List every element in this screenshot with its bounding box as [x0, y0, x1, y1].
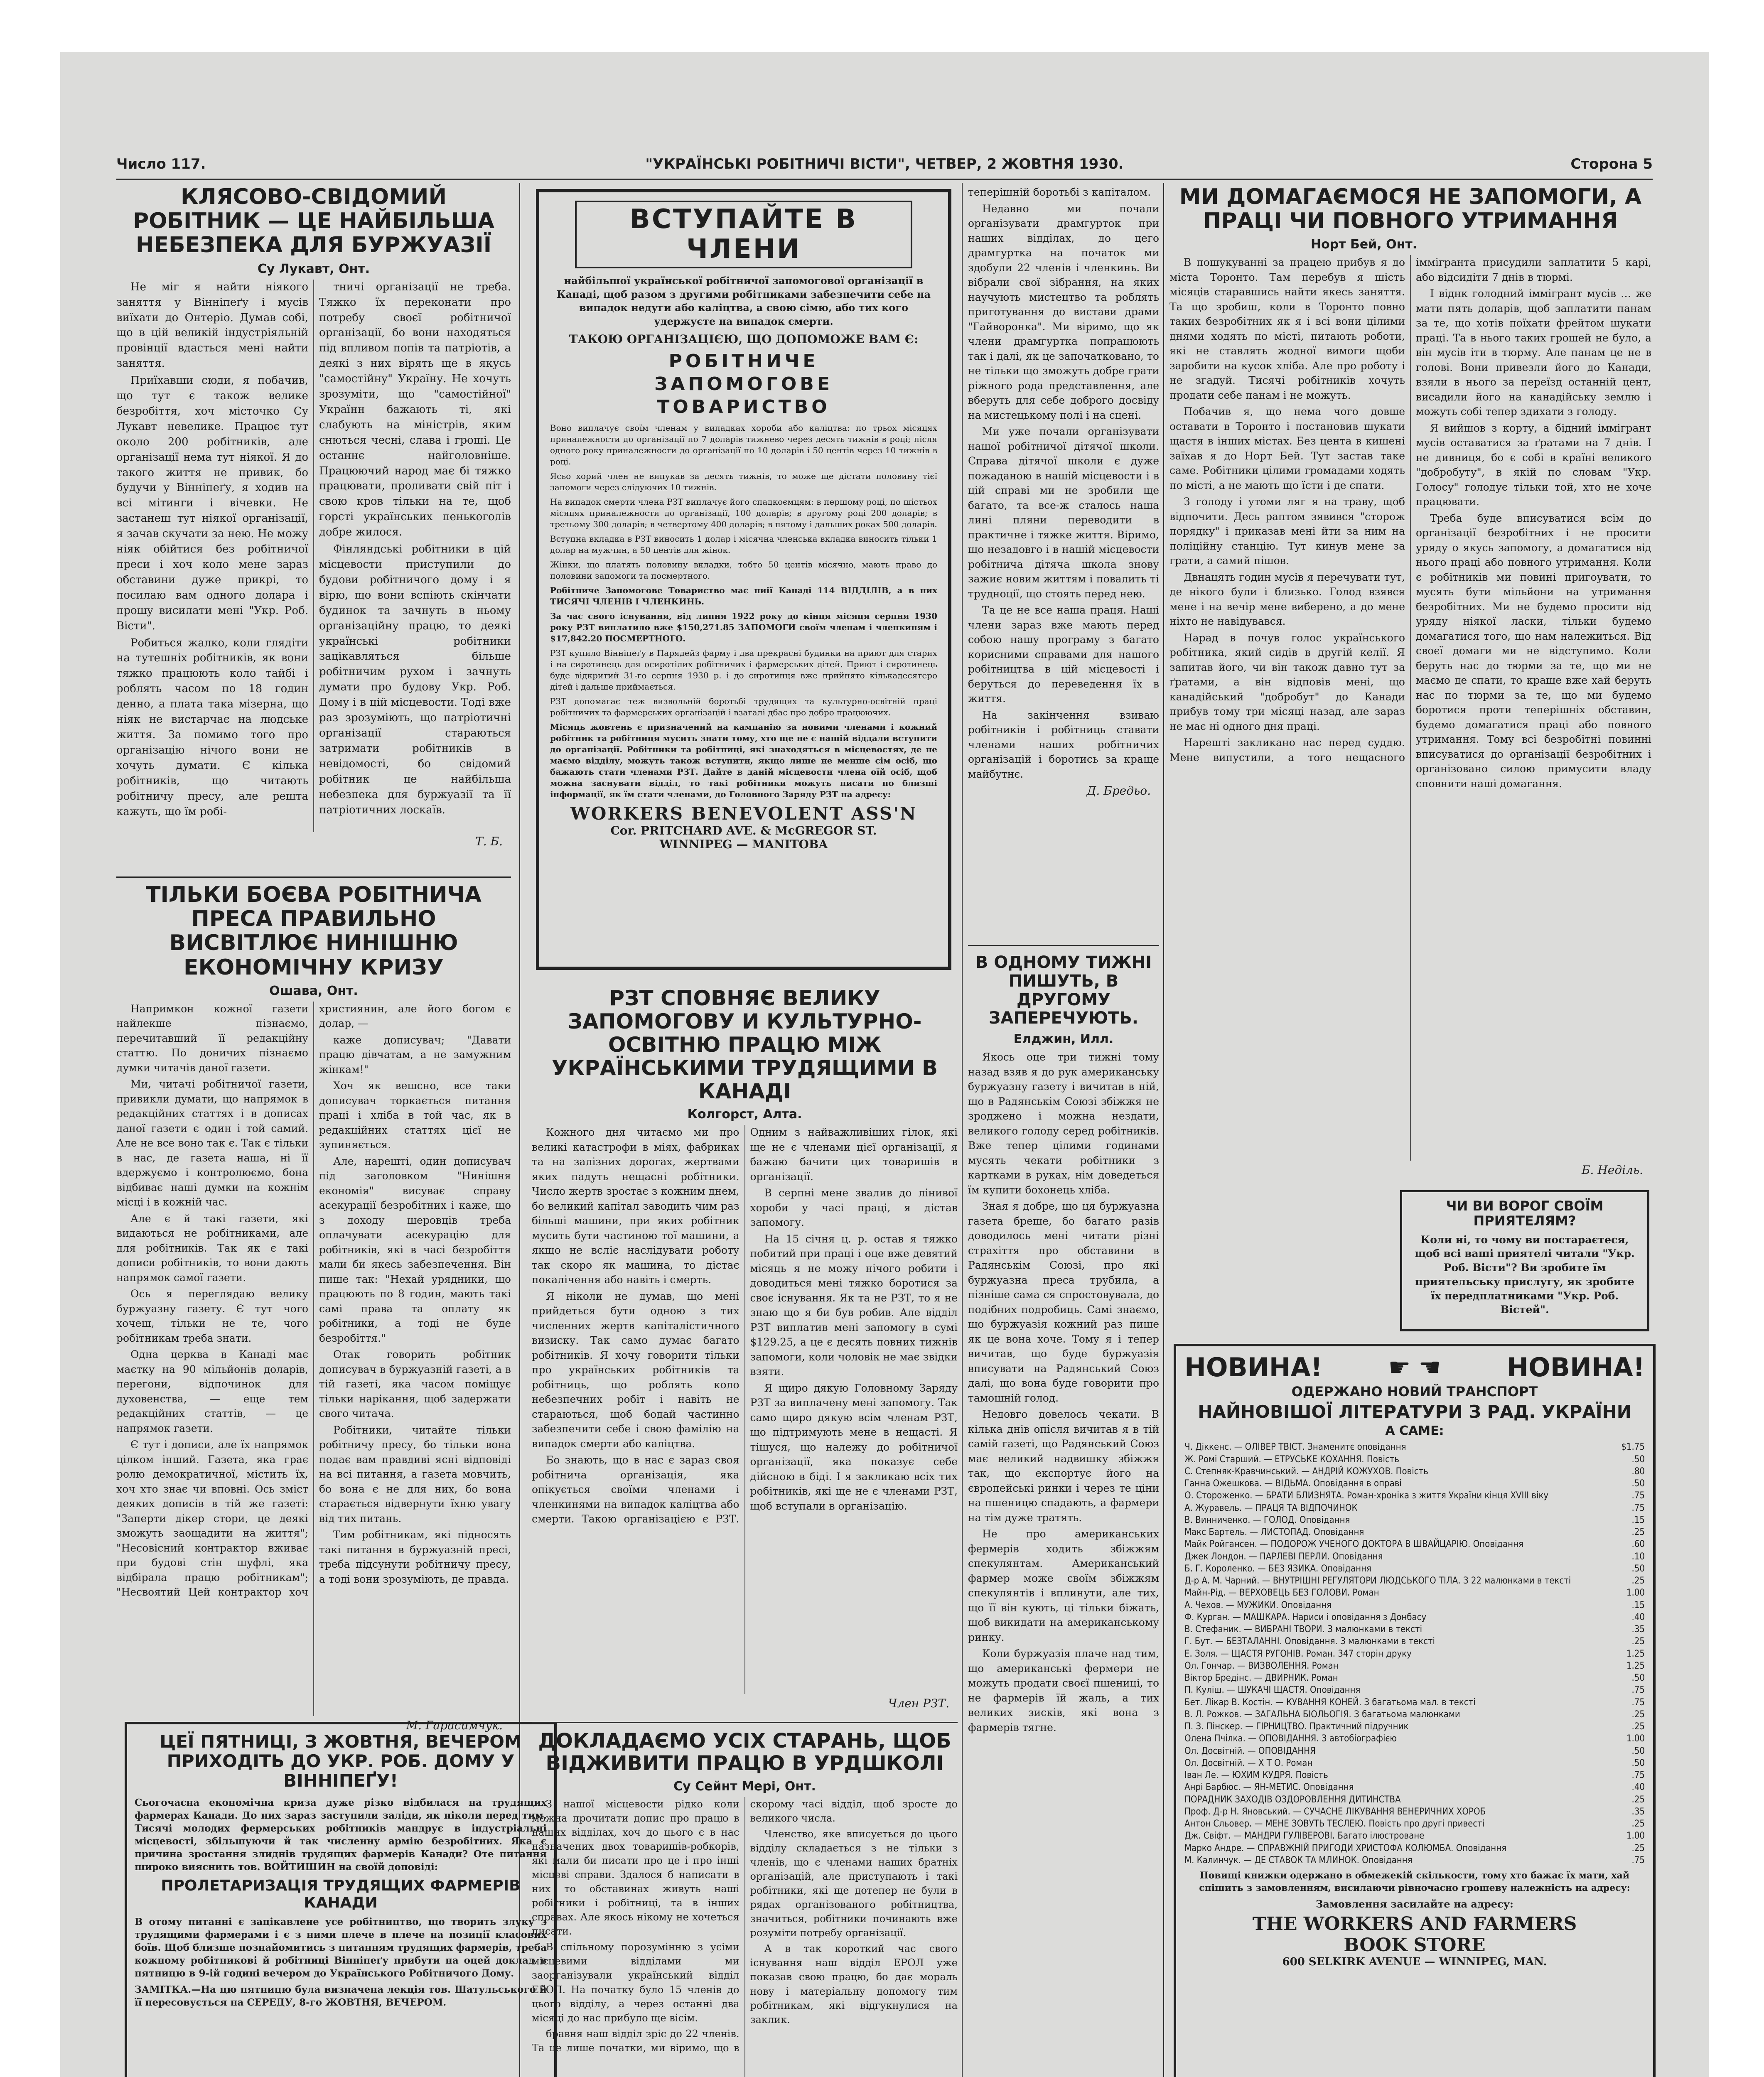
book-list-item [1184, 1441, 1645, 1453]
ad-title-frame [575, 201, 912, 268]
book-title: П. З. Пінскер. — ГІРНИЦТВО. Практичний підручник [1184, 1721, 1409, 1732]
paragraph: Ми уже почали організувати нашої робітничої дітячої школи. Справа дітячої школи є дуже пожаданою в нашій місцевости і в цій справі ми не зробили ще багато, та все-ж сталось наша лині пляни переводити в практичне і тяжке життя. Віримо, що незадовго і в нашій місцевости робітнича дітяча школа знову зажиє новим життям і повалить ті трудноції, що стоять перед нею. [968, 425, 1159, 600]
paragraph: каже дописувач; "Давати працю дівчатам, а не замужним жінкам!" [319, 1034, 511, 1075]
book-list-item [1184, 1526, 1645, 1538]
org-address-street: Cor. PRITCHARD AVE. & McGREGOR ST. [610, 823, 877, 837]
book-price: .75 [1631, 1770, 1645, 1781]
paragraph: Ми, читачі робітничої газети, привикли думати, що напрямок в редакційних статтях і в дописах даної газети є один і той самий. Але не все воно так є. Так є тільки в нас, де газета наша, ні її вдержуємо і контролюємо, бона відбиває наші думки на кожнім місці і в кожній час. [116, 1078, 308, 1208]
paragraph: Хоч як вешсно, все таки дописувач торкається питання праці і хліба в той час, як в редакційних статтях цієї не зупиняється. [319, 1080, 511, 1151]
book-price: .25 [1631, 1709, 1645, 1720]
book-title: Джек Лондон. — ПАРЛЕВІ ПЕРЛИ. Оповідання [1184, 1551, 1383, 1562]
section-rule [968, 945, 1159, 946]
paragraph: Одна церква в Канаді має маєтку на 90 мільйонів доларів, перегони, відпочинок для духовенства, — еще тем редакційних статтів, — це напрямок газети. [116, 1348, 308, 1434]
books-note: Повищі книжки одержано в обмежекій скількости, тому хто бажає їх мати, хай спішить з замовленням, висилаючи рівночасно грошеву належність на адресу: [1199, 1870, 1630, 1893]
section-rule [116, 876, 511, 878]
book-price: 1.25 [1626, 1648, 1645, 1659]
book-list [1184, 1441, 1645, 1866]
article-body [968, 1050, 1159, 1735]
book-list-item [1184, 1769, 1645, 1781]
book-list-item [1184, 1563, 1645, 1575]
book-title: Олена Пчілка. — ОПОВІДАННЯ. З автобіографією [1184, 1733, 1397, 1744]
paragraph: Треба буде вписуватися всім до організації безробітних і не просити уряду о якусь запомогу, а домагатися від нього праці або повного утримання. Коли є робітників ми повині пригоувати, то мусять бути мільйони на утримання безробітних. Ми не будемо просити від уряду ніякої ласки, тільки будемо домагатися того, що нам належиться. Від своєї домаги ми не відступимо. Коли беруть нас до тюрми за те, що ми не маємо де спати, то краще вже хай беруть нас по тюрми за те, що ми будемо боротися проти теперішніх обставин, будемо домагатися праці або повного утримання. Тому всі безробітні повинні вписуватися до організації безробітних і організовано силою примусити владу сповнити наші домагання. [1416, 512, 1651, 790]
book-list-item [1184, 1478, 1645, 1490]
paragraph: тничі організації не треба. Тяжко їх переконати про потребу своєї робітничої організації, бо вони находяться під впливом попів та патріотів, а деякі з них вірять ще в якусь "самостійну" Україну. Не хочуть зрозуміти, що "самостійної" Українн бажають ті, які слабують на міністрів, яким снються чесні, слава і гроші. Це останнє найголовніше. Працюючий народ має бі тяжко працювати, проливати свій піт і свою кров тільки на те, щоб горсті українських пенькоголів добре жилося. [319, 280, 511, 539]
friends-box [1400, 1190, 1649, 1331]
book-title: Віктор Бредінс. — ДВИРНИК. Роман [1184, 1673, 1338, 1684]
books-ad-sub: А САМЕ: [1385, 1423, 1444, 1438]
store-address: 600 SELKIRK AVENUE — WINNIPEG, MAN. [1282, 1955, 1547, 1968]
paragraph: В отому питанні є зацікавлене усе робітництво, що творить злуку з трудящими фармерами і є з ними плече в плече на позиції класових боїв. Щоб близше познайомитись з питанням трудящих фармерів, треба кожному робітникові й робітниці Вінніпеґу прибути на оцей доклад в пятницю в 9-ій годині вечером до Українського Робітничого Дому. [135, 1916, 547, 1979]
book-price: 1.25 [1626, 1660, 1645, 1671]
article-worker-press [116, 882, 511, 1732]
paragraph: В спільному порозумінню з усіми місцевими відділами ми заорганізували український відділ ЕРОЛ. На початку було 15 членів до цього відділу, а через останні два місяці до нас прибуло ще вісім. [532, 1941, 740, 2024]
paragraph: Зная я добре, що ця буржуазна газета бреше, бо багато разів доводилось мені читати різні страхіття про обставини в Радянськім Союзі, про які буржуазна преса трубила, а пізніше сама ся спростовувала, до подібних подробиць. Самі знаємо, що буржуазія кожний раз пише як це вона хоче. Тому я і тепер вичитав, що буде буржуазія вписувати на Радянський Союз далі, що вона буде говорити про тамошній голод. [968, 1200, 1159, 1404]
book-title: Е. Золя. — ЩАСТЯ РУГОНІВ. Роман. 347 сторін друку [1184, 1648, 1412, 1659]
paragraph: бравня наш відділ зріс до 22 членів. Та це лише початки, ми віримо, що в скорому часі відділ, щоб зросте до великого числа. [532, 1798, 958, 2054]
book-title: Д-р А. М. Чарний. — ВНУТРІШНІ РЕГУЛЯТОРИ ЛЮДСЬКОГО ТІЛА. З 22 малюнками в тексті [1184, 1576, 1571, 1586]
book-price: .40 [1631, 1612, 1645, 1623]
paragraph: Не міг я найти ніякого заняття у Вінніпеґу і мусів виїхати до Онтеріо. Думав собі, що в цій великій індустріяльній провінції вдасться мені найти заняття. [116, 280, 308, 370]
paragraph: Двнацять годин мусів я перечувати тут, де нікого були і близько. Голод взявся мене і на вечір мене виберено, а до мене ніхто не навідувався. [1169, 571, 1405, 628]
book-price: .75 [1631, 1490, 1645, 1501]
article-class-conscious-worker [116, 185, 511, 870]
book-price: .25 [1631, 1721, 1645, 1732]
book-title: Марко Андре. — СПРАВЖНІЙ ПРИГОДИ ХРИСТОФА КОЛЮМБА. Оповідання [1184, 1843, 1507, 1854]
paragraph: Бо знають, що в нас є зараз своя робітнича організація, яка опікується своїми членами і членкинями на випадок каліцтва або смерти. Такою організацією є РЗТ. Одним з найважливіших гілок, які ще не є членами цієї організації, я бажаю бачити цих товаришів в організації. [532, 1126, 958, 1525]
book-title: Бет. Лікар В. Костін. — КУВАННЯ КОНЕЙ. З багатьома мал. в тексті [1184, 1697, 1476, 1708]
box-text: Коли ні, то чому ви постараєтеся, щоб всі ваші приятелі читали "Укр. Роб. Вісти"? Ви зробите їм приятельську прислугу, як зробите їх передплатниками "Укр. Роб. Вістей". [1415, 1233, 1635, 1316]
book-title: Ганна Ожешкова. — ВІДЬМА. Оповідання в оправі [1184, 1478, 1402, 1489]
book-list-item [1184, 1623, 1645, 1635]
paragraph: Недовго довелось чекати. В кілька днів опісля вичитав я в тій самій газеті, що Радянський Союз має великий надвишку збіжжя так, що експортує його на європейські ринки і через те ціни на пшеницю спадають, а фармери на тім дуже тратять. [968, 1408, 1159, 1524]
paragraph: теперішній боротьбі з капіталом. [968, 186, 1151, 198]
book-title: ПОРАДНИК ЗАХОДІВ ОЗДОРОВЛЕННЯ ДИТИНСТВА [1184, 1794, 1401, 1805]
article-body [532, 1125, 958, 1694]
masthead: "УКРАЇНСЬКІ РОБІТНИЧІ ВІСТИ", ЧЕТВЕР, 2 ЖОВТНЯ 1930. [645, 156, 1124, 172]
paragraph: На закінчення взиваю робітників і робітниць ставати членами наших робітничих організацій і боротись за краще майбутнє. [968, 709, 1159, 780]
book-list-item [1184, 1672, 1645, 1684]
article-rzt-aid [532, 987, 958, 1718]
book-price: .50 [1631, 1673, 1645, 1684]
book-price: .25 [1631, 1527, 1645, 1538]
page-header [116, 152, 1653, 177]
paragraph: Нарешті закликано нас перед суддю. Мене випустили, а того нещасного іммігранта присудили заплатити 5 карі, або відсидіти 7 днів в тюрмі. [1169, 256, 1651, 764]
book-list-item [1184, 1745, 1645, 1757]
paragraph: Недавно ми почали організувати драмгурток при наших відділах, до цего драмгуртка на початок ми здобули 22 членів і членкинь. Ви вібрали свої зібрання, на яких научують мистецтво та роблять приготування до вистави драми "Гайворонка". Ми віримо, що як члени драмгуртка попрацюють так і далі, як це започатковано, то не тільки що зможуть добре грати ріжного рода представлення, але вберуть для себе доброго досвіду на мистецькому полі і на сцені. [968, 202, 1159, 421]
paragraph: З голоду і утоми ляг я на траву, щоб відпочити. Десь раптом зявився "сторож порядку" і приказав мені йти за ним на поліційну станцію. Тут кинув мене за грати, а самий пішов. [1169, 496, 1405, 567]
book-list-item [1184, 1709, 1645, 1721]
paragraph: Напримкон кожної газети найлекше пізнаємо, перечитавший її редакційну статтю. По доничих пізнаємо думки читачів даної газети. [116, 1002, 308, 1074]
article-body [968, 185, 1159, 781]
paragraph: Фінляндські робітники в цій місцевости приступили до будови робітничого дому і я вірю, що вони вспіють скінчати будинок та зачнуть в ньому організаційну працю, то деякі українські робітники зацікавляться більше робітничим рухом і зачнуть думати про будову Укр. Роб. Дому і в цій місцевости. Тоді вже раз зрозуміють, що патріотичні організації стараються затримати робітників в невідомості, бо свідомий робітник це найбільша небезпека для буржуазії та її патріотичних лоскаїв. [319, 543, 511, 816]
book-title: Ол. Гончар. — ВИЗВОЛЕННЯ. Роман [1184, 1660, 1339, 1671]
paragraph: Членство, яке вписується до цього відділу складається з не тільки з членів, що є членами наших братніх організацій, але приступають і такі робітники, які ще дотепер не були в рядах організованого робітництва, значиться, робітники починають вже розуміти потребу організації. [750, 1828, 958, 1939]
paragraph: Але, нарешті, один дописувач під заголовком "Нинішня економія" висуває справу асекурації безробітних і каже, що з доходу шеровців треба оплачувати асекурацію для робітників, які в часі безробіття мали би якесь забезпечення. Він пише так: "Нехай урядники, що працюють по 8 годин, мають такі самі права та оплату як робітники, а тоді не буде безробіття." [319, 1155, 511, 1344]
book-title: В. Стефаник. — ВИБРАНІ ТВОРИ. З малюнками в тексті [1184, 1624, 1423, 1635]
paragraph: Місяць жовтень є призначений на кампанію за новими членами і кожний робітник та робітниця мусить знати тому, хто ще не є нашій віддали вступити до організації. Робітники та робітниці, які знаходяться в місцевостях, де не маємо відділу, можуть також вступити, якщо лише не менше сім осіб, що бажають стати членами РЗТ. Дайте в даній місцевости члена оїй осіб, щоб можна заснувати відділ, то такі робітники можуть писати по близші інформації, як їм стати членами, до Головного Заряду РЗТ на адресу: [550, 722, 937, 799]
signature: Член РЗТ. [888, 1696, 949, 1710]
article-we-demand [1169, 184, 1651, 1177]
book-price: 1.00 [1626, 1831, 1645, 1841]
article-body [532, 1797, 958, 2077]
book-list-item [1184, 1490, 1645, 1502]
dateline: Колгорст, Алта. [687, 1107, 802, 1122]
book-title: А. Журавель. — ПРАЦЯ ТА ВІДПОЧИНОК [1184, 1503, 1358, 1513]
org-name-line: ТОВАРИСТВО [657, 396, 830, 417]
book-title: Ол. Досвітній. — Х Т О. Роман [1184, 1758, 1313, 1768]
article-grain-lies [968, 953, 1159, 2067]
book-list-item [1184, 1538, 1645, 1550]
book-title: Ф. Курган. — МАШКАРА. Нариси і оповідання з Донбасу [1184, 1612, 1427, 1623]
book-title: М. Калинчук. — ДЕ СТАВОК ТА МЛИНОК. Оповідання [1184, 1855, 1413, 1866]
book-list-item [1184, 1818, 1645, 1830]
dateline: Норт Бей, Онт. [1311, 237, 1418, 252]
order-label: Замовлення засилайте на адресу: [1316, 1898, 1513, 1910]
ad-title: ВСТУПАЙТЕ В ЧЛЕНИ [630, 204, 857, 265]
header-rule [116, 179, 1653, 180]
org-name-line: РОБІТНИЧЕ [668, 350, 819, 372]
paragraph: Коли буржуазія плаче над тим, що американські фермери не можуть продати своєї пшениці, то не фармерів їй жаль, а тих великих зисків, які вона з фармерів тягне. [968, 1647, 1159, 1733]
book-price: .75 [1631, 1685, 1645, 1696]
book-price: .35 [1631, 1806, 1645, 1817]
paragraph: На випадок смерти члена РЗТ виплачує його спадкоємцям: в першому році, по шістьох місяцях приналежности до організації, 100 доларів; в другому році 200 доларів; в третьому 300 доларів; в четвертому 400 доларів; в пятому і дальших роках 500 доларів. [550, 496, 937, 529]
book-list-item [1184, 1599, 1645, 1611]
book-price: .25 [1631, 1576, 1645, 1586]
book-list-item [1184, 1466, 1645, 1478]
book-price: 1.00 [1626, 1588, 1645, 1598]
box-title: ЧИ ВИ ВОРОГ СВОЇМ ПРИЯТЕЛЯМ? [1446, 1198, 1604, 1229]
book-title: Майн-Рід. — ВЕРХОВЕЦЬ БЕЗ ГОЛОВИ. Роман [1184, 1588, 1379, 1598]
book-price: .15 [1631, 1600, 1645, 1611]
notice: ЗАМІТКА.—На цю пятницю була визначена лекція тов. Шатульського й її пересовується на СЕРЕДУ, 8-го ЖОВТНЯ, ВЕЧЕРОМ. [135, 1984, 547, 2008]
book-list-item [1184, 1830, 1645, 1842]
book-list-item [1184, 1611, 1645, 1623]
page-number: Сторона 5 [1570, 156, 1653, 172]
book-title: Г. Бут. — БЕЗТАЛАННІ. Оповідання. З малюнками в тексті [1184, 1636, 1435, 1647]
paragraph: Робітниче Запомогове Товариство має ниії Канаді 114 ВІДДІЛІВ, а в них ТИСЯЧІ ЧЛЕНІВ І ЧЛЕНКИНЬ. [550, 585, 937, 606]
headline: КЛЯСОВО-СВІДОМИЙ РОБІТНИК — ЦЕ НАЙБІЛЬША НЕБЕЗПЕКА ДЛЯ БУРЖУАЗІЇ [133, 184, 494, 258]
event-announcement-box [125, 1722, 557, 2077]
paragraph: Та це не все наша праця. Наші члени зараз вже мають перед собою нашу програму з багато корисними справами для нашого робітництва в цій місцевості і беруться до переведення їх в життя. [968, 604, 1159, 705]
headline: ТІЛЬКИ БОЄВА РОБІТНИЧА ПРЕСА ПРАВИЛЬНО ВИСВІТЛЮЄ НИНІШНЮ ЕКОНОМІЧНУ КРИЗУ [146, 882, 482, 980]
headline: В ОДНОМУ ТИЖНІ ПИШУТЬ, В ДРУГОМУ ЗАПЕРЕЧУЮТЬ. [975, 953, 1152, 1028]
book-title: Б. Г. Короленко. — БЕЗ ЯЗИКА. Оповідання [1184, 1563, 1371, 1574]
book-title: Макс Бартель. — ЛИСТОПАД. Оповідання [1184, 1527, 1364, 1538]
paragraph: Кожного дня читаємо ми про великі катастрофи в міях, фабриках та на залізних дорогах, жертвами яких падуть нещасні робітники. Число жертв зростає з кожним днем, бо великий капітал заводить чим раз більші машини, при яких робітник мусить бути частиною тої машини, а якщо не всліє наслідувати роботу так скоро як машина, то дістає покалічення або навіть і смерть. [532, 1126, 740, 1286]
issue-number: Число 117. [116, 156, 206, 172]
paragraph: На 15 січня ц. р. остав я тяжко побитий при праці і оце вже девятий місяць я не можу нічого робити і доводиться мені тяжко боротися за своє існування. Як та не РЗТ, то я не знаю що я би був робив. Але відділ РЗТ виплатив мені запомогу в сумі $129.25, а це є десять повних тижнів запомоги, коли чоловік не має звідки взяти. [750, 1232, 958, 1377]
lecture-title: ПРОЛЕТАРИЗАЦІЯ ТРУДЯЩИХ ФАРМЕРІВ КАНАДИ [161, 1877, 521, 1911]
book-title: О. Стороженко. — БРАТИ БЛИЗНЯТА. Роман-хроніка з життя України кінця XVIII віку [1184, 1490, 1549, 1501]
paragraph: Приїхавши сюди, я побачив, що тут є також велике безробіття, хоч місточко Су Лукавт невелике. Працює тут около 200 робітників, але організації нема тут ніякої. Я до такого життя не привик, бо будучи у Вінніпеґу, я ходив на всі мітинги і вічевки. Не застанеш тут ніякої організації, я зачав скучати за нею. Не можу ніяк обійтися без робітничої преси і хоч коло мене зараз обставини дуже прикрі, то посилаю вам одного долара і прошу висилати мені "Укр. Роб. Вісти". [116, 374, 308, 632]
book-price: .25 [1631, 1843, 1645, 1854]
book-list-item [1184, 1806, 1645, 1818]
signature: Д. Бредьо. [1086, 784, 1151, 798]
books-ad [1174, 1344, 1656, 2077]
article-school [532, 1730, 958, 2077]
book-title: Дж. Свіфт. — МАНДРИ ГУЛІВЕРОВІ. Багато ілюстроване [1184, 1831, 1425, 1841]
ad-lead: найбільшої української робітничої запомогової організації в Канаді, щоб разом з другими робітниками забезпечити себе на випадок недуги або каліцтва, а свою сімю, або тих кого удержуєте на випадок смерти. [556, 275, 931, 327]
paragraph: Є тут і дописи, але їх напрямок цілком інший. Газета, яка грає ролю демократичної, містить їх, хоч хто знає чи вповні. Ось зміст деяких дописів в тій же газеті: "Заперти дікер стори, це деякі зможуть заощадити на життя"; "Несовісний контрактор вживає при будові стін шуфлі, яка відбірала працю робітникам"; "Несвоятий Цей контрактор хоч християнин, але його богом є долар, — [116, 1002, 511, 1598]
book-title: Ч. Діккенс. — ОЛІВЕР ТВІСТ. Знаменитє оповідання [1184, 1442, 1406, 1453]
store-name: BOOK STORE [1344, 1934, 1486, 1956]
paragraph: З нашої місцевости рідко коли можна прочитати допис про працю в наших відділах, хоч до цього є в нас назначених двох товаришів-робкорів, які мали би писати про це і про інші місцеві справи. Здалося б написати в них то обставинах живуть наші робітники і робітниці, та в інших справах. Але якось нікому не хочеться писати. [532, 1798, 740, 1937]
books-ad-header [1184, 1353, 1645, 1382]
ad-subtitle: ТАКОЮ ОРГАНІЗАЦІЄЮ, ЩО ДОПОМОЖЕ ВАМ Є: [569, 332, 919, 346]
column-divider [962, 183, 963, 2077]
book-price: .80 [1631, 1466, 1645, 1477]
headline: ДОКЛАДАЄМО УСІХ СТАРАНЬ, ЩОБ ВІДЖИВИТИ ПРАЦЮ В УРДШКОЛІ [538, 1729, 951, 1775]
book-title: А. Чехов. — МУЖИКИ. Оповідання [1184, 1600, 1332, 1611]
book-price: .40 [1631, 1782, 1645, 1793]
paragraph: Я ніколи не думав, що мені прийдеться бути одною з тих численних жертв капіталістичного визиску. Так само думає багато робітників. Я хочу говорити тільки про українських робітників та робітниць, що роблять коло небезпечних робіт і навіть не стараються, щоб бодай частинно забезпечити себе і свою фамілію на випадок смерти або каліцтва. [532, 1290, 740, 1450]
signature: Б. Неділь. [1581, 1163, 1643, 1177]
store-name: THE WORKERS AND FARMERS [1252, 1913, 1577, 1935]
book-title: Антон Сльовер. — МЕНЕ ЗОВУТЬ ТЕСЛЕЮ. Повість про другі привесті [1184, 1819, 1485, 1829]
book-title: Анрі Барбюс. — ЯН-МЕТИС. Оповідання [1184, 1782, 1354, 1793]
book-list-item [1184, 1854, 1645, 1866]
book-price: .75 [1631, 1697, 1645, 1708]
paragraph: Робітники, читайте тільки робітничу пресу, бо тільки вона подає вам правдиві ясні відповіді на всі питання, а газета мовчить, бо вона є не для них, бо вона старається відвернути їхню увагу від тих питань. [319, 1424, 511, 1525]
paragraph: А в так короткий час свого існування наш відділ ЕРОЛ уже показав свою працю, бо дає мораль нову і матеріальну допомогу тим робітникам, які відгукнулися на заклик. [750, 1943, 958, 2025]
book-title: Іван Ле. — ЮХИМ КУДРЯ. Повість [1184, 1770, 1328, 1781]
newspaper-page [60, 52, 1709, 2077]
book-list-item [1184, 1453, 1645, 1466]
book-list-item [1184, 1514, 1645, 1526]
book-price: .50 [1631, 1746, 1645, 1756]
book-title: В. Л. Рожков. — ЗАГАЛЬНА БІОЛЬОГІЯ. З багатьома малюнками [1184, 1709, 1460, 1720]
book-title: С. Степняк-Кравчинський. — АНДРІЙ КОЖУХОВ. Повість [1184, 1466, 1428, 1477]
book-list-item [1184, 1721, 1645, 1733]
book-list-item [1184, 1733, 1645, 1745]
book-list-item [1184, 1575, 1645, 1587]
paragraph: Я вийшов з корту, а бідний іммігрант мусів оставатися за ґратами на 7 днів. І не дивниця, бо є собі в країні великого "добробуту", в якій по словам "Укр. Голосу" голодує тільки той, хто не хоче працювати. [1416, 422, 1651, 508]
book-title: Ж. Ромі Старший. — ЕТРУСЬКЕ КОХАННЯ. Повість [1184, 1454, 1400, 1465]
book-price: .35 [1631, 1624, 1645, 1635]
dateline: Су Лукавт, Онт. [257, 261, 370, 276]
book-list-item [1184, 1587, 1645, 1599]
article-body [116, 280, 511, 832]
dateline: Елджин, Илл. [1013, 1032, 1114, 1047]
paragraph: Вступна вкладка в РЗТ виносить 1 долар і місячна членська вкладка виносить тільки 1 долар на мужчин, а 50 центів для жінок. [550, 533, 937, 555]
paragraph: Якось оце три тижні тому назад взяв я до рук американську буржуазну газету і вичитав в ній, що в Радянськім Союзі збіжжя не зроджено і можна нездати, великого голоду серед робітників. Вже тепер цілими годинами мусять чекати робітники з картками в руках, нім доведеться їм купити бохонець хліба. [968, 1051, 1159, 1196]
book-price: .25 [1631, 1794, 1645, 1805]
book-list-item [1184, 1648, 1645, 1660]
org-name-line: ЗАПОМОГОВЕ [654, 373, 833, 395]
signature: Т. Б. [475, 834, 503, 848]
paragraph: І віднк голодний іммігрант мусів … же мати пять доларів, щоб заплатити панам за те, що хотів поїхати фрейтом шукати праці. Та в нього таких грошей не було, а він мусів іти в тюрму. Але панам це не в голові. Вони привезли його до Канади, взяли в нього за переїзд останній цент, висадили його на канадійську землю і можуть собі тепер здихати з голоду. [1416, 287, 1651, 418]
column-divider [1163, 183, 1164, 2077]
book-list-item [1184, 1502, 1645, 1514]
headline: МИ ДОМАГАЄМОСЯ НЕ ЗАПОМОГИ, А ПРАЦІ ЧИ ПОВНОГО УТРИМАННЯ [1179, 184, 1642, 234]
dateline: Ошава, Онт. [269, 983, 358, 998]
paragraph: Побачив я, що нема чого довше оставати в Торонто і постановив шукати щастя в інших містах. Без цента в кишені заїхав я до Норт Бей. Тут застав таке саме. Робітники цілими громадами ходять по місті, а не мають що їсти і де спати. [1169, 405, 1405, 491]
news-label: НОВИНА! [1184, 1352, 1322, 1383]
book-price: 1.00 [1626, 1733, 1645, 1744]
book-price: .50 [1631, 1758, 1645, 1768]
paragraph: Робиться жалко, коли глядіти на тутешніх робітників, як вони тяжко працюють коло тайбі і роблять часом по 18 годин денно, а плата така мізерна, що ніяк не вистарчає на людське життя. За помимо того про організацію нічого вони не хочуть думати. Є кілька робітників, що читають робітничу пресу, але решта кажуть, що їм робі- [116, 636, 308, 818]
book-list-item [1184, 1842, 1645, 1854]
paragraph: Сьогочасна економічна криза дуже різко відбилася на трудящих фармерах Канади. До них зараз заступили заліди, як ніколи перед тим. Тисячі молодих фермерських робітників мандрує в індустріальні місцевості, збільшуючи й так численну армію безробітних. Яка є причина зростання злиднів трудящих фармерів Канади? Оте питання широко вияснить тов. ВОЙТИШИН на своїй доповіді: [135, 1797, 547, 1873]
headline: РЗТ СПОВНЯЄ ВЕЛИКУ ЗАПОМОГОВУ И КУЛЬТУРНО-ОСВІТНЮ ПРАЦЮ МІЖ УКРАЇНСЬКИМИ ТРУДЯЩИМИ В КАНАДІ [551, 986, 938, 1103]
org-address-city: WINNIPEG — MANITOBA [659, 837, 828, 851]
book-title: Ол. Досвітній. — ОПОВІДАННЯ [1184, 1746, 1316, 1756]
paragraph: Але є й такі газети, які видаються не робітниками, але для робітників. Так як є такі дописи робітників, то вони дають напрямок самої газети. [116, 1212, 308, 1284]
book-list-item [1184, 1684, 1645, 1696]
book-price: .75 [1631, 1503, 1645, 1513]
paragraph: РЗТ допомагає теж визвольній боротьбі трудящих та культурно-освітній праці робітничих та фармерських організацій і взагалі дбає про добро працюючих. [550, 696, 937, 717]
book-list-item [1184, 1757, 1645, 1769]
book-price: .50 [1631, 1478, 1645, 1489]
membership-ad [536, 189, 951, 970]
books-ad-sub: НАЙНОВІШОЇ ЛІТЕРАТУРИ З РАД. УКРАЇНИ [1198, 1401, 1631, 1422]
paragraph: Ось я переглядаю велику буржуазну газету. Є тут чого хочеш, тільки не те, чого робітникам треба знати. [116, 1288, 308, 1344]
pointing-hands-icon: ☛ ☚ [1388, 1353, 1441, 1382]
article-body [116, 1002, 511, 1716]
news-label: НОВИНА! [1507, 1352, 1645, 1383]
books-ad-sub: ОДЕРЖАНО НОВИЙ ТРАНСПОРТ [1291, 1384, 1538, 1399]
paragraph: Жінки, що платять половину вкладки, тобто 50 центів місячно, мають право до половини запомоги та посмертного. [550, 559, 937, 581]
paragraph: Ясьо хорий член не випукав за десять тижнів, то може ще дістати половину тієї запомоги через слідуючих 10 тижнів. [550, 471, 937, 492]
paragraph: В серпні мене звалив до лінивої хороби у часі праці, я дістав запомогу. [750, 1187, 958, 1228]
org-address-name: WORKERS BENEVOLENT ASS'N [570, 803, 917, 824]
paragraph: Тим робітникам, які підносять такі питання в буржуазній пресі, треба підсунути робітничу пресу, а тоді вони зрозуміють, де правда. [319, 1529, 511, 1585]
book-price: .25 [1631, 1819, 1645, 1829]
book-price: .50 [1631, 1454, 1645, 1465]
event-title: ЦЕЇ ПЯТНИЦІ, З ЖОВТНЯ, ВЕЧЕРОМ ПРИХОДІТЬ ДО УКР. РОБ. ДОМУ У ВІННІПЕҐУ! [160, 1731, 522, 1791]
paragraph: Нарад в почув голос українського робітника, який сидів в другій келії. Я запитав його, чи він також давно тут за ґратами, а він відповів мені, що канадійський "добробут" до Канади прибув тому три місяці назад, але зараз не має ні одного дня праці. [1169, 631, 1405, 732]
book-list-item [1184, 1781, 1645, 1793]
book-title: В. Винниченко. — ГОЛОД. Оповідання [1184, 1515, 1350, 1525]
paragraph: За час свого існування, від липня 1922 року до кінця місяця серпня 1930 року РЗТ виплатило вже $150,271.85 ЗАПОМОГИ своїм членам і членкиням і $17,842.20 ПОСМЕРТНОГО. [550, 611, 937, 643]
book-list-item [1184, 1551, 1645, 1563]
book-list-item [1184, 1635, 1645, 1647]
book-list-item [1184, 1660, 1645, 1672]
paragraph: Воно виплачує своїм членам у випадках хороби або каліцтва: по трьох місяцях приналежности до організації по 7 доларів тижнево через десять тижнів в році; після одного року приналежности до організації по 10 доларів і 50 центів через 10 тижнів в році. [550, 422, 937, 466]
paragraph: Отак говорить робітник дописувач в буржуазній газеті, а в тій газеті, яка часом поміщує тільки нарікання, щоб задержати свого читача. [319, 1348, 511, 1420]
section-rule [532, 1722, 958, 1723]
book-list-item [1184, 1696, 1645, 1709]
book-price: .60 [1631, 1539, 1645, 1550]
book-list-item [1184, 1794, 1645, 1806]
article-drama-circle [968, 185, 1159, 941]
dateline: Су Сейнт Мері, Онт. [673, 1779, 816, 1794]
paragraph: Я щиро дякую Головному Заряду РЗТ за виплачену мені запомогу. Так само щиро дякую всім членам РЗТ, що підтримують мене в нещасті. Я тішуся, що належу до робітничої організації, яка показує себе дійсною в біді. І я закликаю всіх тих робітників, які ще не є членами РЗТ, щоб вступали в організацію. [750, 1382, 958, 1512]
book-price: .50 [1631, 1563, 1645, 1574]
book-price: .10 [1631, 1551, 1645, 1562]
book-price: $1.75 [1621, 1442, 1645, 1453]
paragraph: РЗТ купило Вінніпеґу в Парядейз фарму і два прекрасні будинки на приют для старих і на сиротинець для осиротілих робітничих і фармерських дітей. Приют і сиротинець буде відкритий 31-го серпня 1930 р. і до сиротинця вже прийнято кількадесятеро дітей і дальше приймається. [550, 648, 937, 692]
article-body [1169, 255, 1651, 1161]
book-price: .75 [1631, 1855, 1645, 1866]
book-title: Майк Ройгансен. — ПОДОРОЖ УЧЕНОГО ДОКТОРА В ШВАЙЦАРІЮ. Оповідання [1184, 1539, 1523, 1550]
book-price: .15 [1631, 1515, 1645, 1525]
book-price: .25 [1631, 1636, 1645, 1647]
paragraph: Не про американських фермерів ходить збіжжям спекулянтам. Американський фармер може своїм збіжжям спекулянтів і вплинути, але тих, що її він кують, ці тільки біжать, щоб викидати на американському ринку. [968, 1528, 1159, 1643]
signature: М. Гарасимчук. [406, 1718, 503, 1732]
book-title: П. Куліш. — ШУКАЧІ ЩАСТЯ. Оповідання [1184, 1685, 1361, 1696]
paragraph: В пошукуванні за працею прибув я до міста Торонто. Там перебув я шість місяців старавшись найти якесь заняття. Та що зробиш, коли в Торонто повно таких безробітних як я і всі вони цілими днями ходять по місті, питають роботи, які не ставлять жодної вимоги щоби заробити на кусок хліба. Але про роботу і не згадуй. Тисячі робітників хочуть продати себе панам і не можуть. [1169, 256, 1405, 401]
book-title: Проф. Д-р Н. Яновський. — СУЧАСНЕ ЛІКУВАННЯ ВЕНЕРИЧНИХ ХОРОБ [1184, 1806, 1486, 1817]
